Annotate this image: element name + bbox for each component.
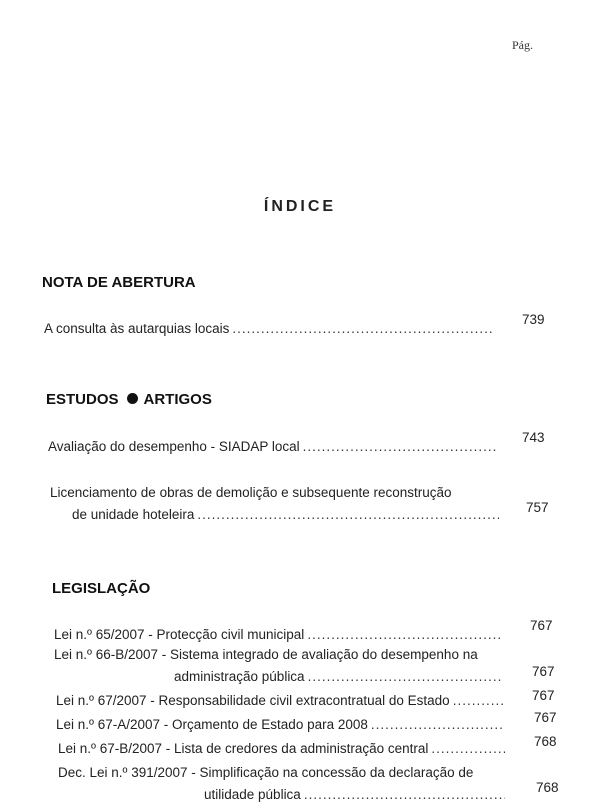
section-heading-estudos: ESTUDOS	[46, 391, 119, 408]
toc-entry[interactable]	[54, 644, 504, 688]
dot-leader	[308, 666, 501, 688]
toc-entry-title: A consulta às autarquias locais	[44, 321, 230, 336]
dot-leader	[304, 784, 505, 806]
toc-entry-page: 768	[534, 734, 557, 749]
toc-entry-page: 743	[522, 430, 545, 445]
toc-entry-page: 767	[532, 664, 555, 679]
toc-entry-page: 767	[534, 710, 557, 725]
toc-entry[interactable]	[54, 624, 504, 646]
toc-entry[interactable]	[50, 482, 502, 526]
section-heading-legislacao: LEGISLAÇÃO	[52, 580, 151, 597]
toc-entry-title: Lei n.º 67-A/2007 - Orçamento de Estado para 2008	[56, 717, 368, 732]
page-title: ÍNDICE	[263, 198, 337, 215]
toc-entry[interactable]	[58, 738, 508, 760]
toc-entry[interactable]	[58, 762, 508, 806]
page-column-label: Pág.	[512, 38, 533, 52]
bullet-icon	[127, 393, 138, 404]
toc-entry-page: 768	[536, 780, 559, 795]
dot-leader	[431, 738, 505, 760]
section-heading-nota-abertura: NOTA DE ABERTURA	[42, 274, 196, 291]
toc-entry-title-line2: administração pública	[174, 669, 305, 684]
toc-entry-title: Avaliação do desempenho - SIADAP local	[48, 439, 300, 454]
toc-entry-title-line1: Licenciamento de obras de demolição e subsequente reconstrução	[50, 485, 452, 500]
toc-entry-page: 767	[532, 688, 555, 703]
section-heading-estudos-artigos	[46, 391, 212, 408]
dot-leader	[307, 624, 501, 646]
toc-entry-title: Lei n.º 65/2007 - Protecção civil municipal	[54, 627, 305, 642]
dot-leader	[197, 504, 499, 526]
toc-entry-title: Lei n.º 67/2007 - Responsabilidade civil extracontratual do Estado	[56, 693, 450, 708]
toc-entry-page: 739	[522, 312, 545, 327]
toc-entry-title: Lei n.º 67-B/2007 - Lista de credores da administração central	[58, 741, 429, 756]
toc-entry-title-line1: Lei n.º 66-B/2007 - Sistema integrado de avaliação do desempenho na	[54, 647, 478, 662]
toc-entry[interactable]	[48, 436, 500, 458]
dot-leader	[371, 714, 503, 736]
toc-entry[interactable]	[56, 714, 506, 736]
toc-entry-title-line2: utilidade pública	[204, 787, 301, 802]
toc-entry-title-line1: Dec. Lei n.º 391/2007 - Simplificação na concessão da declaração de	[58, 765, 474, 780]
toc-entry-title-line2: de unidade hoteleira	[72, 507, 195, 522]
section-heading-artigos: ARTIGOS	[143, 391, 212, 408]
dot-leader	[453, 690, 503, 712]
toc-entry-page: 757	[526, 500, 549, 515]
dot-leader	[232, 318, 493, 340]
toc-entry[interactable]	[56, 690, 506, 712]
toc-entry-page: 767	[530, 618, 553, 633]
toc-entry[interactable]	[44, 318, 496, 340]
dot-leader	[303, 436, 497, 458]
